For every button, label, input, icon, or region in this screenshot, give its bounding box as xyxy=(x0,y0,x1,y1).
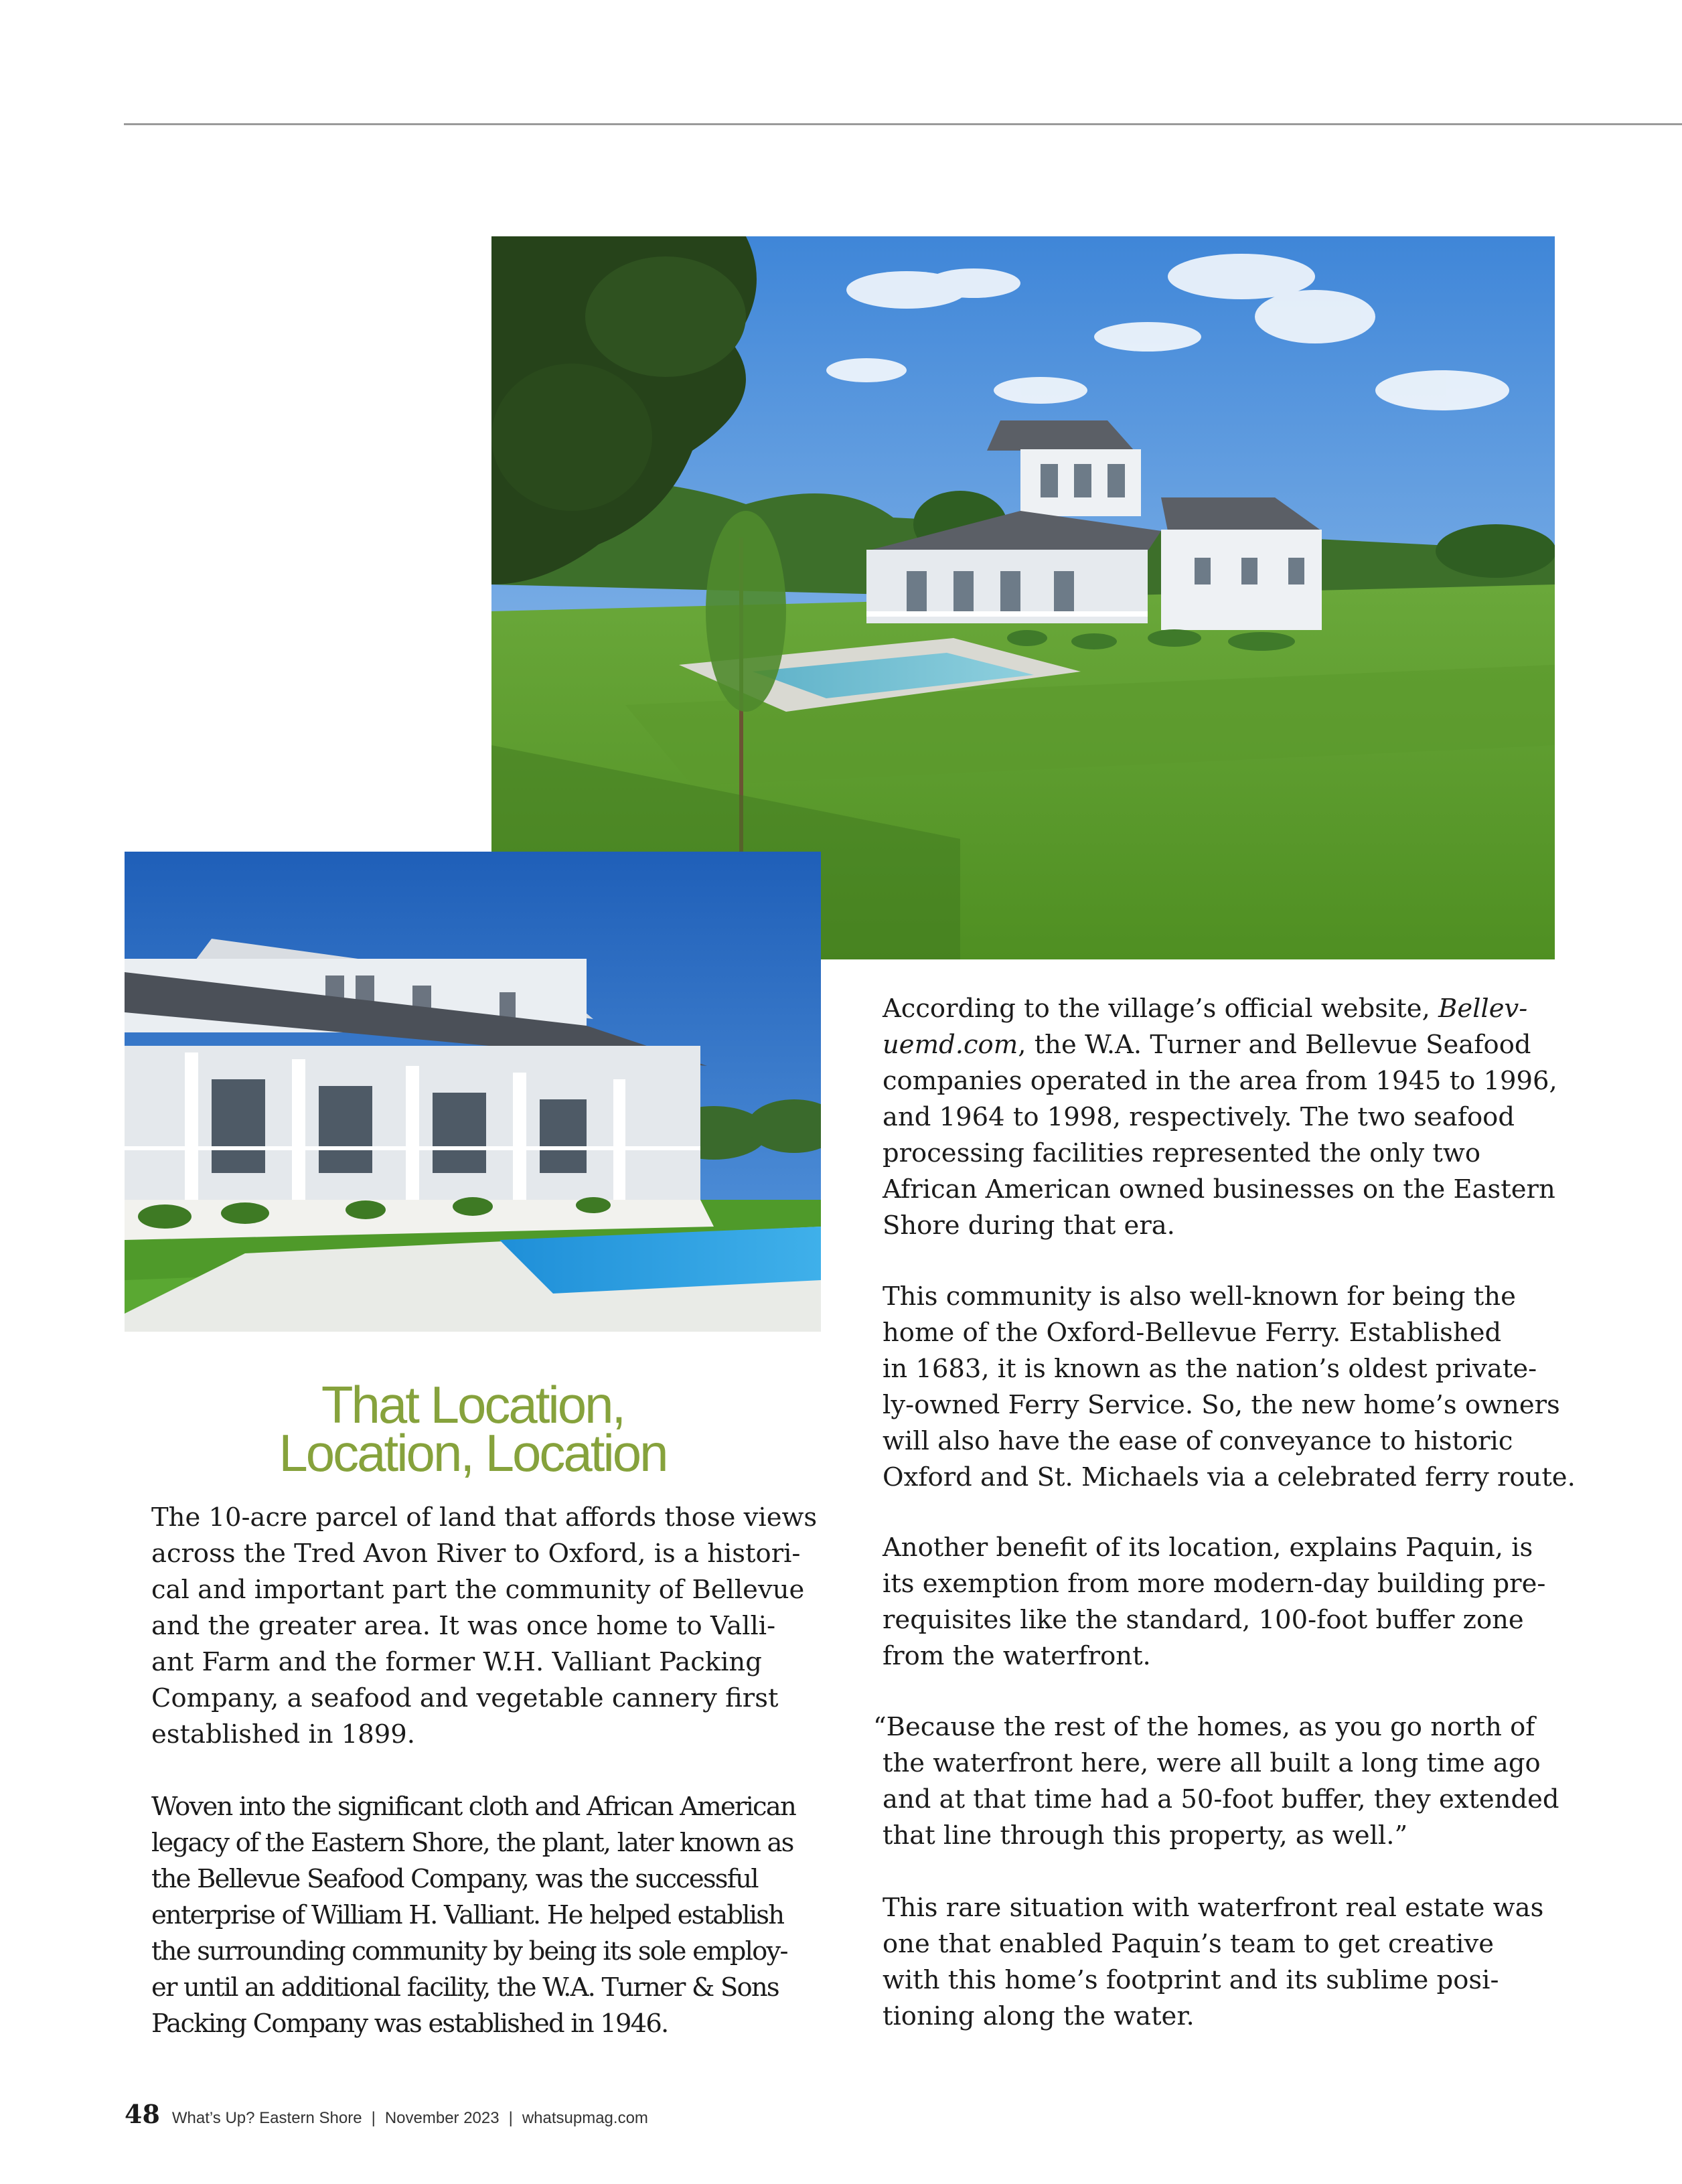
text-line: and 1964 to 1998, respectively. The two seafood xyxy=(883,1102,1515,1132)
text-line: Company, a seafood and vegetable cannery first xyxy=(151,1683,779,1713)
left-paragraph-2 xyxy=(151,1789,808,2042)
top-rule xyxy=(124,123,1682,125)
publication-name: What’s Up? Eastern Shore xyxy=(171,2109,362,2127)
text-line: The 10-acre parcel of land that affords those views xyxy=(151,1502,818,1533)
aerial-house-photo xyxy=(491,236,1555,959)
issue-date: November 2023 xyxy=(384,2109,500,2127)
section-heading-line-2: Location, Location xyxy=(279,1423,667,1482)
text-line xyxy=(883,991,1552,1027)
footer-separator: | xyxy=(508,2109,513,2127)
text-line: Woven into the significant cloth and African American xyxy=(151,1792,795,1822)
text-line: African American owned businesses on the Eastern xyxy=(883,1174,1555,1204)
right-paragraph-3 xyxy=(883,1530,1552,1674)
text-line: one that enabled Paquin’s team to get creative xyxy=(883,1929,1495,1959)
section-heading-line-1: That Location, xyxy=(321,1375,625,1434)
text-run: , the W.A. Turner and Bellevue Seafood xyxy=(1018,1030,1531,1060)
text-line: in 1683, it is known as the nation’s oldest private- xyxy=(883,1354,1537,1384)
text-line: across the Tred Avon River to Oxford, is a histori- xyxy=(151,1539,801,1569)
text-line: Oxford and St. Michaels via a celebrated ferry route. xyxy=(883,1462,1576,1492)
text-line: and at that time had a 50-foot buffer, they extended xyxy=(883,1784,1559,1814)
text-line: This rare situation with waterfront real estate was xyxy=(883,1893,1544,1923)
page-number: 48 xyxy=(125,2099,160,2129)
text-line: Shore during that era. xyxy=(883,1211,1175,1241)
text-line: requisites like the standard, 100-foot buffer zone xyxy=(883,1605,1524,1635)
text-line: will also have the ease of conveyance to historic xyxy=(883,1426,1513,1456)
porch-pool-illustration xyxy=(125,852,821,1332)
footer-separator: | xyxy=(371,2109,376,2127)
text-line: Packing Company was established in 1946. xyxy=(151,2009,668,2039)
aerial-house-illustration xyxy=(491,236,1555,959)
right-paragraph-5 xyxy=(883,1890,1552,2035)
text-line: from the waterfront. xyxy=(883,1641,1151,1671)
left-paragraph-1 xyxy=(151,1500,818,1753)
page-footer xyxy=(125,2099,648,2134)
text-line: ly-owned Ferry Service. So, the new home’s owners xyxy=(883,1390,1560,1420)
text-line: home of the Oxford-Bellevue Ferry. Established xyxy=(883,1318,1502,1348)
text-line: companies operated in the area from 1945 to 1996, xyxy=(883,1066,1557,1096)
website-url: whatsupmag.com xyxy=(522,2109,648,2127)
website-name-part-2: uemd.com xyxy=(883,1030,1018,1060)
text-line xyxy=(883,1027,1552,1063)
text-line: er until an additional facility, the W.A. Turner & Sons xyxy=(151,1972,779,2003)
text-line: Another benefit of its location, explains Paquin, is xyxy=(883,1533,1533,1563)
text-line: the waterfront here, were all built a long time ago xyxy=(883,1748,1541,1778)
text-line: “Because the rest of the homes, as you go north of xyxy=(873,1712,1535,1742)
website-name-part-1: Bellev- xyxy=(1438,994,1528,1024)
text-line: enterprise of William H. Valliant. He helped establish xyxy=(151,1900,784,1930)
text-line: its exemption from more modern-day building pre- xyxy=(883,1569,1546,1599)
text-line: that line through this property, as well.” xyxy=(883,1820,1408,1851)
porch-pool-photo xyxy=(125,852,821,1332)
text-line: and the greater area. It was once home to Valli- xyxy=(151,1611,776,1641)
section-heading xyxy=(201,1375,745,1482)
text-run: According to the village’s official website, xyxy=(883,994,1439,1024)
text-line: the Bellevue Seafood Company, was the successful xyxy=(151,1864,758,1894)
text-line: the surrounding community by being its sole employ- xyxy=(151,1936,787,1966)
text-line: ant Farm and the former W.H. Valliant Packing xyxy=(151,1647,762,1677)
text-line: This community is also well-known for being the xyxy=(883,1281,1516,1312)
text-line: cal and important part the community of Bellevue xyxy=(151,1575,805,1605)
text-line: with this home’s footprint and its sublime posi- xyxy=(883,1965,1499,1995)
text-line: tioning along the water. xyxy=(883,2001,1195,2031)
right-paragraph-2 xyxy=(883,1279,1576,1496)
right-paragraph-1 xyxy=(883,991,1557,1244)
text-line: legacy of the Eastern Shore, the plant, later known as xyxy=(151,1828,793,1858)
text-line: processing facilities represented the only two xyxy=(883,1138,1481,1168)
text-line: established in 1899. xyxy=(151,1719,416,1749)
right-paragraph-4-quote xyxy=(873,1709,1559,1854)
